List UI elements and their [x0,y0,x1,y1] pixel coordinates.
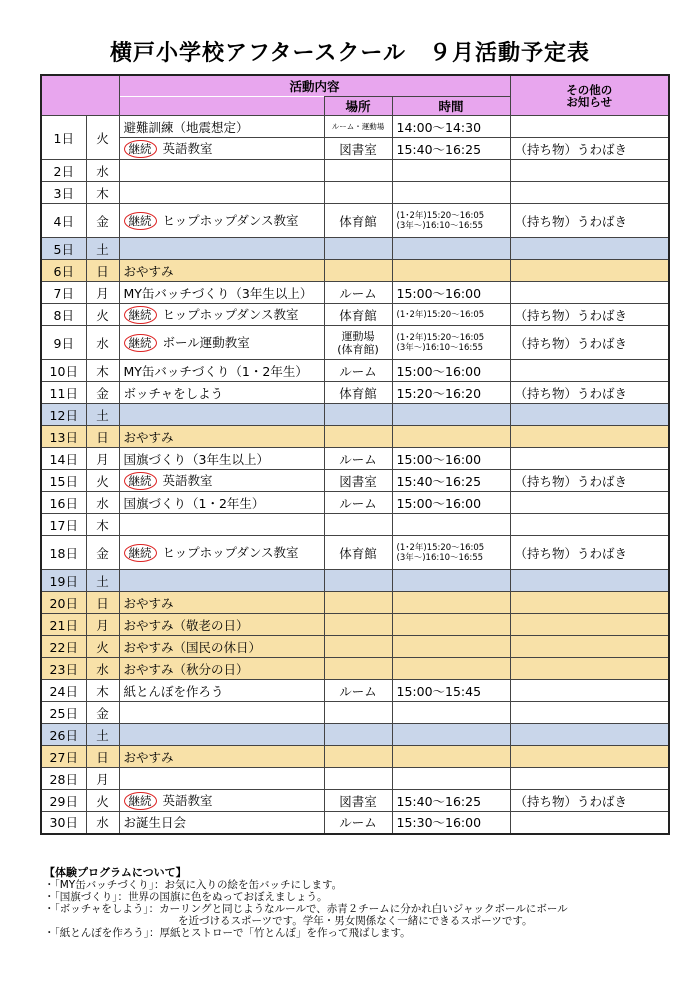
time-cell [392,182,510,204]
weekday-cell: 水 [86,326,119,360]
date-cell: 3日 [41,182,86,204]
note-cell [510,768,669,790]
table-row [41,790,669,812]
note-item: ・「MY缶バッチづくり」：お気に入りの絵を缶バッチにします。 [44,879,343,891]
place-cell: 運動場 (体育館) [324,326,392,360]
time-cell: 15:20〜16:20 [392,382,510,404]
time-header: 時間 [392,97,510,116]
activity-label: MY缶バッチづくり（3年生以上） [123,285,313,301]
note-item: ・「国旗づくり」：世界の国旗に色をぬっておぼえましょう。 [44,891,328,903]
place-cell: 体育館 [324,304,392,326]
activity-label: ヒップホップダンス教室 [162,307,299,322]
activity-cell [119,204,324,238]
activity-cell [119,680,324,702]
time-cell [392,426,510,448]
weekday-cell: 日 [86,426,119,448]
note-cell [510,492,669,514]
place-cell: 図書室 [324,470,392,492]
place-header: 場所 [324,97,392,116]
place-cell: ルーム [324,492,392,514]
place-cell [324,514,392,536]
activity-cell [119,536,324,570]
activity-cell [119,636,324,658]
activity-label: ヒップホップダンス教室 [162,545,299,560]
place-cell: 図書室 [324,138,392,160]
table-row [41,260,669,282]
activity-header: 活動内容 [119,75,510,97]
page-title: 横戸小学校アフタースクール ９月活動予定表 [110,41,590,66]
date-cell: 13日 [41,426,86,448]
note-cell: （持ち物）うわばき [510,790,669,812]
date-cell: 9日 [41,326,86,360]
time-cell: 15:00〜16:00 [392,360,510,382]
place-cell [324,658,392,680]
table-row [41,724,669,746]
weekday-cell: 火 [86,116,119,160]
note-cell [510,426,669,448]
weekday-cell: 土 [86,238,119,260]
table-row [41,326,669,360]
activity-cell [119,614,324,636]
activity-cell [119,116,324,138]
note-item-continued: を近づけるスポーツです。学年・男女関係なく一緒にできるスポーツです。 [178,915,533,927]
activity-cell [119,160,324,182]
activity-cell [119,592,324,614]
activity-cell [119,182,324,204]
place-cell [324,724,392,746]
activity-label: おやすみ（国民の休日） [123,639,262,655]
note-cell [510,160,669,182]
weekday-cell: 日 [86,260,119,282]
weekday-cell: 月 [86,768,119,790]
time-cell: 15:40〜16:25 [392,790,510,812]
weekday-cell: 月 [86,614,119,636]
note-cell: （持ち物）うわばき [510,326,669,360]
activity-label: ボッチャをしよう [123,385,224,401]
date-cell: 10日 [41,360,86,382]
activity-label: 国旗づくり（1・2年生） [123,495,265,511]
place-cell: ルーム [324,812,392,834]
date-cell: 30日 [41,812,86,834]
note-cell [510,182,669,204]
table-row [41,404,669,426]
weekday-cell: 火 [86,304,119,326]
other-header: その他の お知らせ [510,75,669,116]
activity-label: 英語教室 [162,793,213,808]
table-row [41,116,669,138]
note-item: ・「ボッチャをしよう」：カーリングと同じようなルールで、赤青２チームに分かれ白いジャックボールにボール [44,903,568,915]
activity-label: 避難訓練（地震想定） [123,119,249,135]
note-cell [510,514,669,536]
note-item: ・「紙とんぼを作ろう」：厚紙とストローで「竹とんぼ」を作って飛ばします。 [44,927,411,939]
activity-cell [119,570,324,592]
note-cell [510,592,669,614]
place-cell [324,636,392,658]
date-cell: 26日 [41,724,86,746]
weekday-cell: 日 [86,592,119,614]
weekday-cell: 土 [86,570,119,592]
activity-cell [119,768,324,790]
activity-cell [119,658,324,680]
table-row [41,182,669,204]
time-cell: (1･2年)15:20〜16:05 (3年〜)16:10〜16:55 [392,326,510,360]
table-row [41,204,669,238]
table-row [41,570,669,592]
table-row [41,614,669,636]
date-cell: 8日 [41,304,86,326]
note-cell [510,746,669,768]
weekday-cell: 日 [86,746,119,768]
date-cell: 14日 [41,448,86,470]
note-cell [510,570,669,592]
activity-label: おやすみ（秋分の日） [123,661,249,677]
place-cell: 体育館 [324,204,392,238]
weekday-cell: 月 [86,282,119,304]
activity-label: ヒップホップダンス教室 [162,213,299,228]
table-row [41,470,669,492]
continuing-badge: 継続 [124,472,157,490]
date-cell: 24日 [41,680,86,702]
weekday-cell: 火 [86,470,119,492]
continuing-badge: 継続 [124,212,157,230]
place-cell: ルーム [324,680,392,702]
note-cell [510,614,669,636]
date-cell: 5日 [41,238,86,260]
time-cell [392,404,510,426]
table-row [41,702,669,724]
activity-cell [119,724,324,746]
note-cell [510,724,669,746]
continuing-badge: 継続 [124,544,157,562]
activity-cell [119,326,324,360]
note-cell [510,636,669,658]
notes-heading: 【体験プログラムについて】 [44,866,187,879]
weekday-cell: 金 [86,204,119,238]
place-cell: 図書室 [324,790,392,812]
table-row [41,448,669,470]
date-cell: 20日 [41,592,86,614]
activity-label: おやすみ [123,749,174,765]
date-cell: 18日 [41,536,86,570]
continuing-badge: 継続 [124,140,157,158]
date-cell: 25日 [41,702,86,724]
date-cell: 4日 [41,204,86,238]
date-cell: 12日 [41,404,86,426]
activity-label: 紙とんぼを作ろう [123,683,224,699]
weekday-cell: 月 [86,448,119,470]
table-row [41,238,669,260]
time-cell [392,592,510,614]
date-cell: 16日 [41,492,86,514]
note-cell [510,702,669,724]
place-cell [324,404,392,426]
table-row [41,138,669,160]
table-row [41,360,669,382]
date-cell: 27日 [41,746,86,768]
time-cell: (1･2年)15:20〜16:05 [392,304,510,326]
activity-cell [119,492,324,514]
time-cell [392,768,510,790]
weekday-cell: 金 [86,702,119,724]
activity-cell [119,382,324,404]
activity-label: 英語教室 [162,141,213,156]
activity-label: おやすみ [123,263,174,279]
activity-label: おやすみ [123,595,174,611]
note-cell: （持ち物）うわばき [510,204,669,238]
weekday-cell: 火 [86,790,119,812]
activity-cell [119,260,324,282]
activity-cell [119,746,324,768]
note-cell: （持ち物）うわばき [510,470,669,492]
time-cell: 15:00〜16:00 [392,492,510,514]
activity-label: ボール運動教室 [162,335,250,350]
weekday-cell: 木 [86,514,119,536]
note-cell [510,238,669,260]
time-cell: 15:00〜16:00 [392,282,510,304]
time-cell [392,614,510,636]
schedule-body [41,116,669,834]
note-cell [510,282,669,304]
continuing-badge: 継続 [124,334,157,352]
place-cell: 体育館 [324,382,392,404]
time-cell [392,260,510,282]
activity-cell [119,404,324,426]
place-cell [324,768,392,790]
time-cell: 15:40〜16:25 [392,138,510,160]
time-cell: (1･2年)15:20〜16:05 (3年〜)16:10〜16:55 [392,204,510,238]
activity-label: 英語教室 [162,473,213,488]
table-row [41,282,669,304]
activity-label: 国旗づくり（3年生以上） [123,451,269,467]
table-row [41,160,669,182]
table-row [41,746,669,768]
place-cell [324,160,392,182]
schedule-table [40,74,670,835]
place-cell [324,592,392,614]
time-cell: 15:00〜15:45 [392,680,510,702]
weekday-cell: 金 [86,536,119,570]
date-cell: 19日 [41,570,86,592]
weekday-cell: 木 [86,182,119,204]
weekday-cell: 土 [86,724,119,746]
time-cell [392,514,510,536]
table-row [41,492,669,514]
table-row [41,812,669,834]
note-cell: （持ち物）うわばき [510,536,669,570]
weekday-cell: 水 [86,160,119,182]
time-cell [392,636,510,658]
activity-label: MY缶バッチづくり（1・2年生） [123,363,308,379]
time-cell [392,724,510,746]
time-cell [392,746,510,768]
note-cell [510,680,669,702]
note-cell [510,812,669,834]
place-cell [324,614,392,636]
place-cell [324,426,392,448]
activity-cell [119,812,324,834]
activity-label: お誕生日会 [123,815,187,831]
weekday-cell: 木 [86,680,119,702]
date-cell: 28日 [41,768,86,790]
date-cell: 11日 [41,382,86,404]
activity-label: おやすみ [123,429,174,445]
activity-cell [119,448,324,470]
time-cell: 14:00〜14:30 [392,116,510,138]
time-cell: 15:40〜16:25 [392,470,510,492]
activity-cell [119,238,324,260]
date-cell: 17日 [41,514,86,536]
date-cell: 15日 [41,470,86,492]
activity-cell [119,514,324,536]
date-cell: 7日 [41,282,86,304]
activity-cell [119,470,324,492]
weekday-cell: 水 [86,658,119,680]
place-cell: ルーム [324,448,392,470]
note-cell [510,260,669,282]
date-cell: 23日 [41,658,86,680]
activity-cell [119,360,324,382]
date-cell: 29日 [41,790,86,812]
time-cell [392,238,510,260]
date-cell: 6日 [41,260,86,282]
place-cell: ルーム [324,282,392,304]
weekday-cell: 水 [86,812,119,834]
place-cell [324,238,392,260]
place-cell: ルーム・運動場 [324,116,392,138]
time-cell: (1･2年)15:20〜16:05 (3年〜)16:10〜16:55 [392,536,510,570]
note-cell: （持ち物）うわばき [510,382,669,404]
activity-cell [119,790,324,812]
place-cell [324,702,392,724]
weekday-cell: 土 [86,404,119,426]
activity-cell [119,304,324,326]
activity-label: おやすみ（敬老の日） [123,617,249,633]
activity-subheader [119,97,324,116]
note-cell [510,658,669,680]
time-cell [392,658,510,680]
table-row [41,680,669,702]
table-row [41,658,669,680]
note-cell [510,404,669,426]
table-row [41,592,669,614]
table-row [41,382,669,404]
program-notes [44,867,674,939]
time-cell: 15:30〜16:00 [392,812,510,834]
place-cell [324,570,392,592]
activity-cell [119,282,324,304]
note-cell [510,448,669,470]
date-header [41,75,119,116]
note-cell: （持ち物）うわばき [510,138,669,160]
weekday-cell: 金 [86,382,119,404]
table-row [41,536,669,570]
date-cell: 1日 [41,116,86,160]
time-cell [392,160,510,182]
activity-cell [119,138,324,160]
note-cell: （持ち物）うわばき [510,304,669,326]
time-cell [392,570,510,592]
place-cell [324,182,392,204]
continuing-badge: 継続 [124,792,157,810]
time-cell: 15:00〜16:00 [392,448,510,470]
place-cell [324,260,392,282]
weekday-cell: 水 [86,492,119,514]
continuing-badge: 継続 [124,306,157,324]
table-row [41,768,669,790]
place-cell [324,746,392,768]
table-row [41,304,669,326]
note-cell [510,116,669,138]
weekday-cell: 火 [86,636,119,658]
weekday-cell: 木 [86,360,119,382]
time-cell [392,702,510,724]
table-row [41,426,669,448]
place-cell: ルーム [324,360,392,382]
note-cell [510,360,669,382]
date-cell: 22日 [41,636,86,658]
place-cell: 体育館 [324,536,392,570]
table-row [41,636,669,658]
activity-cell [119,426,324,448]
date-cell: 21日 [41,614,86,636]
table-row [41,514,669,536]
date-cell: 2日 [41,160,86,182]
activity-cell [119,702,324,724]
